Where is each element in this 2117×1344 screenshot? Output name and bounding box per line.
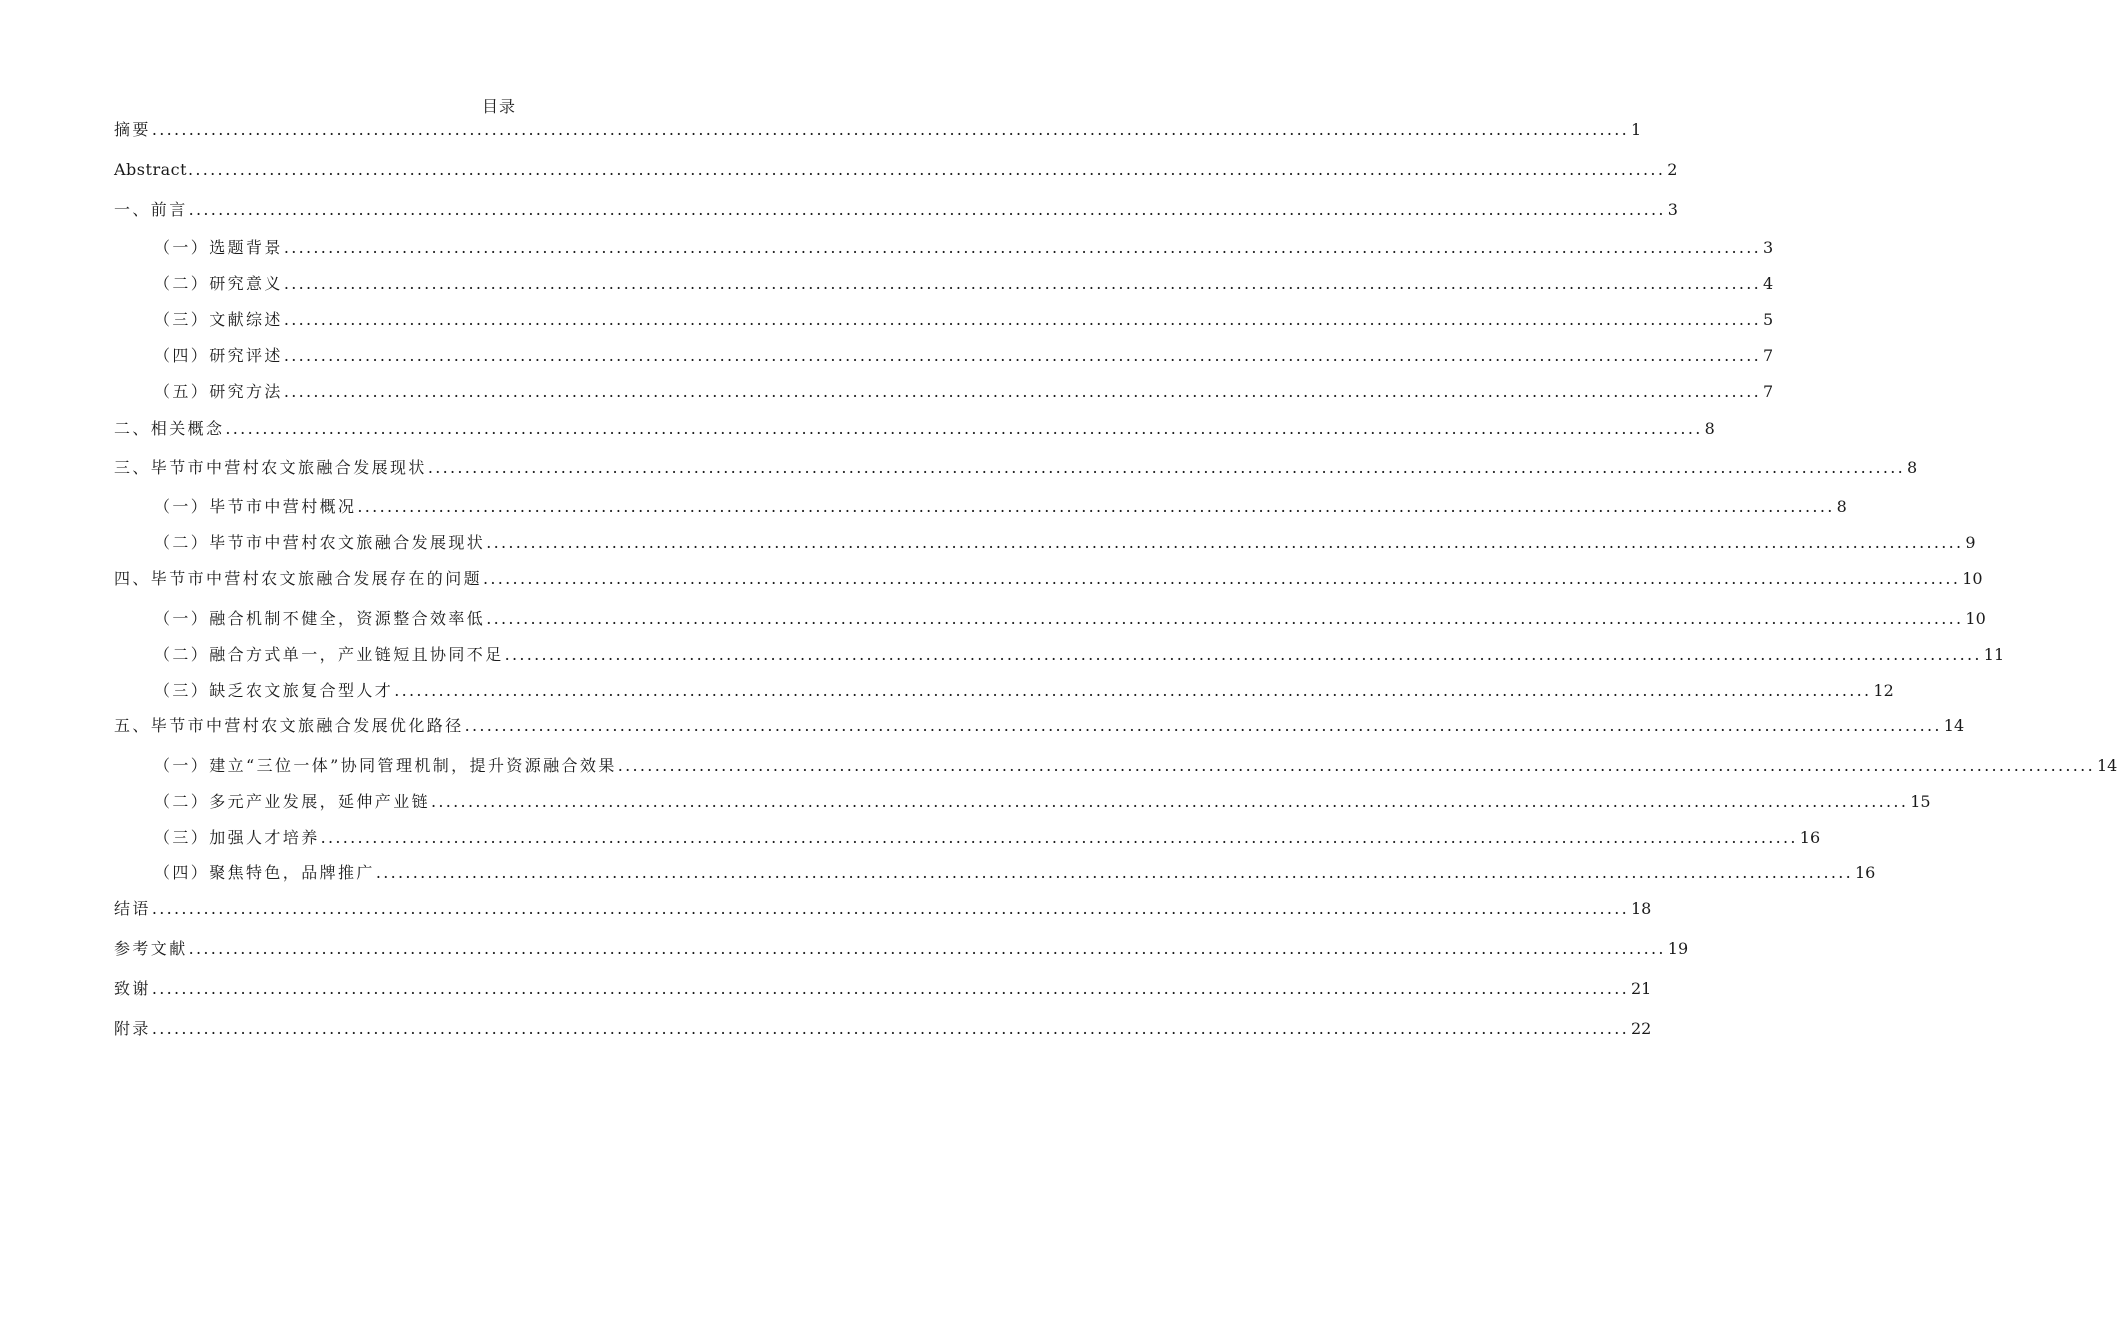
dot-leader: ........................................................................................................................................................................................................ xyxy=(151,120,1629,139)
dot-leader: ........................................................................................................................................................................................................ xyxy=(486,533,1964,552)
toc-page-number: 1 xyxy=(1631,120,1642,139)
toc-entry[interactable] xyxy=(154,861,1876,885)
toc-entry[interactable] xyxy=(154,607,1986,631)
dot-leader: ........................................................................................................................................................................................................ xyxy=(151,979,1629,998)
toc-entry-label: （二）融合方式单一，产业链短且协同不足 xyxy=(154,645,504,664)
toc-entry[interactable] xyxy=(154,790,1931,814)
toc-page-number: 10 xyxy=(1965,609,1986,628)
toc-entry-label: （四）研究评述 xyxy=(154,346,283,365)
toc-entry-label: （四）聚焦特色，品牌推广 xyxy=(154,863,375,882)
toc-entry-label: （一）融合机制不健全，资源整合效率低 xyxy=(154,609,486,628)
toc-entry[interactable] xyxy=(154,236,1774,260)
dot-leader: ........................................................................................................................................................................................................ xyxy=(464,716,1942,735)
toc-entry[interactable] xyxy=(114,977,1652,1001)
toc-entry[interactable] xyxy=(154,272,1774,296)
dot-leader: ........................................................................................................................................................................................................ xyxy=(188,200,1666,219)
toc-page-number: 3 xyxy=(1763,238,1774,257)
toc-entry-label: （二）毕节市中营村农文旅融合发展现状 xyxy=(154,533,486,552)
toc-entry-label: （一）建立“三位一体”协同管理机制，提升资源融合效果 xyxy=(154,756,617,775)
toc-entry[interactable] xyxy=(154,380,1774,404)
dot-leader: ........................................................................................................................................................................................................ xyxy=(431,792,1909,811)
toc-page-number: 3 xyxy=(1667,200,1678,219)
toc-page-number: 8 xyxy=(1907,458,1918,477)
dot-leader: ........................................................................................................................................................................................................ xyxy=(375,863,1853,882)
toc-page-number: 9 xyxy=(1965,533,1976,552)
toc-page-number: 8 xyxy=(1836,497,1847,516)
toc-page-number: 10 xyxy=(1962,569,1983,588)
toc-entry-label: 参考文献 xyxy=(114,939,188,958)
toc-page-number: 7 xyxy=(1763,382,1774,401)
dot-leader: ........................................................................................................................................................................................................ xyxy=(357,497,1835,516)
toc-entry[interactable] xyxy=(154,344,1774,368)
toc-entry-label: 结语 xyxy=(114,899,151,918)
toc-entry-label: 五、毕节市中营村农文旅融合发展优化路径 xyxy=(114,716,464,735)
dot-leader: ........................................................................................................................................................................................................ xyxy=(486,609,1964,628)
toc-entry[interactable] xyxy=(154,495,1847,519)
toc-page-number: 11 xyxy=(1983,645,2005,664)
toc-page-number: 7 xyxy=(1763,346,1774,365)
toc-entry[interactable] xyxy=(114,937,1689,961)
toc-entry[interactable] xyxy=(114,714,1965,738)
toc-entry-label: （二）多元产业发展，延伸产业链 xyxy=(154,792,431,811)
toc-page-number: 22 xyxy=(1631,1019,1652,1038)
toc-entry[interactable] xyxy=(154,531,1976,555)
toc-entry[interactable] xyxy=(154,643,2005,667)
toc-entry[interactable] xyxy=(114,158,1678,182)
dot-leader: ........................................................................................................................................................................................................ xyxy=(427,458,1905,477)
toc-page-number: 18 xyxy=(1631,899,1652,918)
dot-leader: ........................................................................................................................................................................................................ xyxy=(283,382,1761,401)
dot-leader: ........................................................................................................................................................................................................ xyxy=(617,756,2095,775)
toc-entry-label: （三）加强人才培养 xyxy=(154,828,320,847)
toc-entry[interactable] xyxy=(114,897,1652,921)
toc-page-number: 5 xyxy=(1763,310,1774,329)
toc-entry-label: 附录 xyxy=(114,1019,151,1038)
toc-entry[interactable] xyxy=(114,567,1983,591)
toc-title: 目录 xyxy=(481,97,516,116)
toc-entry-label: 二、相关概念 xyxy=(114,419,225,438)
toc-entry-label: （三）文献综述 xyxy=(154,310,283,329)
toc-entry-label: （五）研究方法 xyxy=(154,382,283,401)
toc-entry-label: （一）选题背景 xyxy=(154,238,283,257)
toc-entry[interactable] xyxy=(154,754,2117,778)
dot-leader: ........................................................................................................................................................................................................ xyxy=(151,1019,1629,1038)
toc-entry-label: 三、毕节市中营村农文旅融合发展现状 xyxy=(114,458,427,477)
dot-leader: ........................................................................................................................................................................................................ xyxy=(188,160,1666,179)
toc-page-number: 2 xyxy=(1667,160,1678,179)
toc-entry[interactable] xyxy=(154,679,1894,703)
toc-entry[interactable] xyxy=(114,1017,1652,1041)
dot-leader: ........................................................................................................................................................................................................ xyxy=(283,346,1761,365)
toc-entry-label: 四、毕节市中营村农文旅融合发展存在的问题 xyxy=(114,569,483,588)
dot-leader: ........................................................................................................................................................................................................ xyxy=(188,939,1666,958)
toc-entry[interactable] xyxy=(114,198,1678,222)
toc-entry[interactable] xyxy=(114,456,1918,480)
toc-page-number: 15 xyxy=(1910,792,1931,811)
toc-page-number: 21 xyxy=(1631,979,1652,998)
dot-leader: ........................................................................................................................................................................................................ xyxy=(283,310,1761,329)
toc-entry-label: （三）缺乏农文旅复合型人才 xyxy=(154,681,394,700)
toc-entry[interactable] xyxy=(114,417,1715,441)
toc-page-number: 14 xyxy=(2096,756,2117,775)
dot-leader: ........................................................................................................................................................................................................ xyxy=(483,569,1961,588)
toc-page-number: 19 xyxy=(1667,939,1689,958)
toc-entry-label: （二）研究意义 xyxy=(154,274,283,293)
toc-entry-label: 致谢 xyxy=(114,979,151,998)
toc-entry-label: （一）毕节市中营村概况 xyxy=(154,497,357,516)
toc-page-number: 12 xyxy=(1873,681,1894,700)
toc-entry[interactable] xyxy=(154,826,1821,850)
toc-page-number: 16 xyxy=(1855,863,1876,882)
toc-entry-label: 一、前言 xyxy=(114,200,188,219)
toc-entry-label: 摘要 xyxy=(114,120,151,139)
dot-leader: ........................................................................................................................................................................................................ xyxy=(283,238,1761,257)
dot-leader: ........................................................................................................................................................................................................ xyxy=(394,681,1872,700)
dot-leader: ........................................................................................................................................................................................................ xyxy=(151,899,1629,918)
toc-entry[interactable] xyxy=(114,118,1642,142)
toc-page-number: 14 xyxy=(1943,716,1965,735)
toc-entry-label: Abstract xyxy=(114,160,188,179)
dot-leader: ........................................................................................................................................................................................................ xyxy=(504,645,1982,664)
dot-leader: ........................................................................................................................................................................................................ xyxy=(320,828,1798,847)
dot-leader: ........................................................................................................................................................................................................ xyxy=(283,274,1761,293)
dot-leader: ........................................................................................................................................................................................................ xyxy=(225,419,1703,438)
toc-entry[interactable] xyxy=(154,308,1774,332)
toc-page-number: 4 xyxy=(1763,274,1774,293)
toc-page-number: 8 xyxy=(1704,419,1715,438)
toc-page-number: 16 xyxy=(1799,828,1821,847)
